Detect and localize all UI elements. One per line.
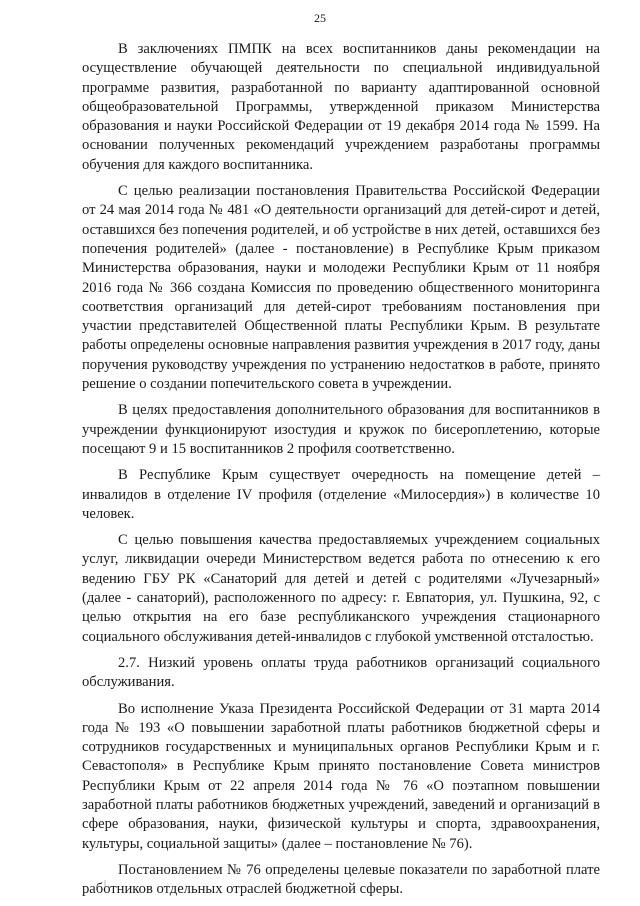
paragraph-waiting-list: В Республике Крым существует очередность на помещение детей – инвалидов в отделение IV профиля (отделение «Милосердия») в количестве 10 человек. (82, 467, 600, 522)
paragraph-additional-education: В целях предоставления дополнительного образования для воспитанников в учреждении функционируют изостудия и кружок по бисероплетению, которые посещают 9 и 15 воспитанников 2 профиля соответственно. (82, 402, 600, 457)
scan-artifact (104, 880, 106, 888)
paragraph-monitoring-commission: С целью реализации постановления Правительства Российской Федерации от 24 мая 2014 года № 481 «О деятельности организаций для детей-сирот и детей, оставшихся без попечения родителей, и об устройстве в них детей, оставшихся без попечения родителей» (далее - постановление) в Республике Крым приказом Министерства образования, науки и молодежи Республики Крым от 11 ноября 2016 года № 366 создана Комиссия по проведению общественного мониторинга соответствия организаций для детей-сирот требованиям постановления при участии представителей Общественной платы Республики Крым. В результате работы определены основные направления развития учреждения в 2017 году, даны поручения руководству учреждения по устранению недостатков в работе, принято решение о создании попечительского совета в учреждении. (82, 183, 600, 393)
paragraph-sanatorium: С целью повышения качества предоставляемых учреждением социальных услуг, ликвидации очереди Министерством ведется работа по отнесению к его ведению ГБУ РК «Санаторий для детей и детей с родителями «Лучезарный» (далее - санаторий), расположенного по адресу: г. Евпатория, ул. Пушкина, 92, с целью открытия на его базе республиканского учреждения стационарного социального обслуживания детей-инвалидов с глубокой умственной отсталостью. (82, 532, 600, 645)
paragraph-presidential-decree: Во исполнение Указа Президента Российской Федерации от 31 марта 2014 года № 193 «О повышении заработной платы работников бюджетной сферы и сотрудников государственных и муниципальных органов Республики Крым и г. Севастополя» в Республике Крым принято постановление Совета министров Республики Крым от 22 апреля 2014 года № 76 «О поэтапном повышении заработной платы работников бюджетных учреждений, заведений и организаций в сфере образования, науки, физической культуры и спорта, здравоохранения, культуры, социальной защиты» (далее – постановление № 76). (82, 700, 600, 852)
document-body (82, 40, 600, 906)
paragraph-target-indicators: Постановлением № 76 определены целевые показатели по заработной плате работников отдельных отраслей бюджетной сферы. (82, 861, 600, 898)
paragraph-section-2-7: 2.7. Низкий уровень оплаты труда работников организаций социального обслуживания. (82, 654, 600, 691)
paragraph-pmpk-recommendations: В заключениях ПМПК на всех воспитанников даны рекомендации на осуществление обучающей деятельности по специальной индивидуальной программе развития, разработанной по варианту адаптированной основной общеобразовательной Программы, утвержденной приказом Министерства образования и науки Российской Федерации от 19 декабря 2014 года № 1599. На основании полученных рекомендаций учреждением разработаны программы обучения для каждого воспитанника. (82, 41, 600, 173)
page-number: 25 (314, 11, 326, 25)
